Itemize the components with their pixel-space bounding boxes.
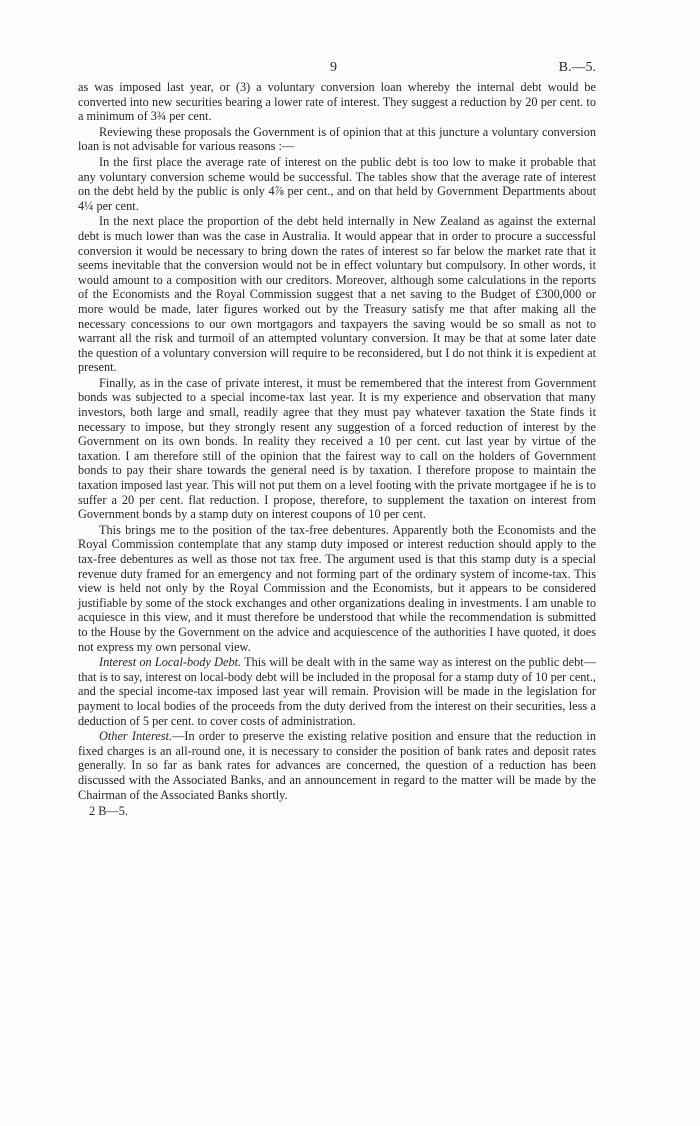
section-lead-heading: Interest on Local-body Debt. xyxy=(99,655,242,670)
paragraph-6 xyxy=(78,523,596,654)
paragraph-2 xyxy=(78,125,596,154)
paragraph-text: In the next place the proportion of the debt held internally in New Zealand as against the external debt is much lower than was the case in Australia. It would appear that in order to procure a successful conversion it would be necessary to bring down the rates of interest so far below the market rate that it seems inevitable that the conversion would not be in effect voluntary but compulsory. In other words, it would amount to a composition with our creditors. Moreover, although some calculations in the reports of the Economists and the Royal Commission suggest that a net saving to the Budget of £300,000 or more would be made, later figures worked out by the Treasury satisfy me that after making all the necessary concessions to our own mortgagors and taxpayers the saving would be so small as not to warrant all the risk and turmoil of an attempted voluntary conversion. It may be that at some later date the question of a voluntary conversion will require to be reconsidered, but I do not think it is expedient at present. xyxy=(78,214,596,375)
paragraph-text: This brings me to the position of the tax-free debentures. Apparently both the Economists and the Royal Commission contemplate that any stamp duty imposed or interest reduction should apply to the tax-free debentures as well as those not tax free. The argument used is that this stamp duty is a special revenue duty framed for an emergency and not forming part of the ordinary system of income-tax. This view is held not only by the Royal Commission and the Economists, but it appears to be considered justifiable by some of the stock exchanges and other organizations dealing in investments. I am unable to acquiesce in this view, and it must therefore be understood that while the recommendation is submitted to the House by the Government on the advice and acquiescence of the authorities I have quoted, it does not express my own personal view. xyxy=(78,522,596,654)
paragraph-text: as was imposed last year, or (3) a voluntary conversion loan whereby the internal debt would be converted into new securities bearing a lower rate of interest. They suggest a reduction by 20 per cent. to a minimum of 3¾ per cent. xyxy=(78,80,596,124)
section-lead-heading: Other Interest. xyxy=(99,729,173,744)
document-reference: B.—5. xyxy=(558,60,596,75)
paragraph-7 xyxy=(78,655,596,728)
paragraph-text: —In order to preserve the existing relative position and ensure that the reduction in fixed charges is an all-round one, it is necessary to consider the position of bank rates and deposit rates generally. In so far as bank rates for advances are concerned, the question of a reduction has been discussed with the Associated Banks, and an announcement in regard to the matter will be made by the Chairman of the Associated Banks shortly. xyxy=(78,729,596,802)
signature-mark: 2 B—5. xyxy=(89,804,128,819)
paragraph-text: Reviewing these proposals the Government is of opinion that at this juncture a voluntary conversion loan is not advisable for various reasons :— xyxy=(78,124,596,154)
page-number: 9 xyxy=(330,60,337,75)
body-text xyxy=(78,80,596,802)
paragraph-4 xyxy=(78,214,596,375)
paragraph-5 xyxy=(78,376,596,522)
paragraph-text: Finally, as in the case of private interest, it must be remembered that the interest from Government bonds was subjected to a special income-tax last year. It is my experience and observation that many investors, both large and small, readily agree that they must pay whatever taxation the State finds it necessary to impose, but they strongly resent any suggestion of a forced reduction of interest by the Government on its own bonds. In reality they received a 10 per cent. cut last year by virtue of the taxation. I am therefore still of the opinion that the fairest way to call on the holders of Government bonds to pay their share towards the general need is by taxation. I therefore propose to maintain the taxation imposed last year. This will not put them on a level footing with the private mortgagee if he is to suffer a 20 per cent. flat reduction. I propose, therefore, to supplement the taxation on interest from Government bonds by a stamp duty on interest coupons of 10 per cent. xyxy=(78,375,596,522)
paragraph-text: This will be dealt with in the same way as interest on the public debt—that is to say, interest on local-body debt will be included in the proposal for a stamp duty of 10 per cent., and the special income-tax imposed last year will remain. Provision will be made in the legislation for payment to local bodies of the proceeds from the duty derived from the interest on their securities, less a deduction of 5 per cent. to cover costs of administration. xyxy=(78,655,596,728)
paragraph-1 xyxy=(78,80,596,124)
paragraph-text: In the first place the average rate of interest on the public debt is too low to make it probable that any voluntary conversion scheme would be successful. The tables show that the average rate of interest on the debt held by the public is only 4⅞ per cent., and on that held by Government Departments about 4¼ per cent. xyxy=(78,154,596,213)
paragraph-3 xyxy=(78,155,596,213)
paragraph-8 xyxy=(78,729,596,802)
page-header xyxy=(78,56,596,80)
